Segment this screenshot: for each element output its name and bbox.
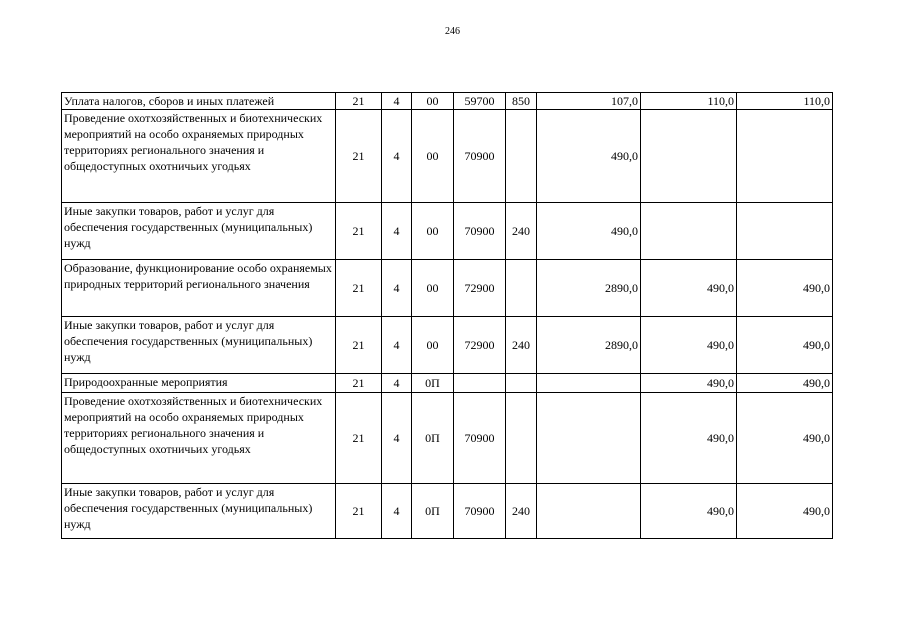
program-code: 00 [412, 203, 454, 260]
target-code: 70900 [454, 484, 506, 539]
target-code: 70900 [454, 110, 506, 203]
subsection-code: 4 [382, 393, 412, 484]
page-number: 246 [445, 26, 460, 37]
target-code: 70900 [454, 393, 506, 484]
subsection-code: 4 [382, 203, 412, 260]
amount-year-2: 490,0 [641, 393, 737, 484]
amount-year-3 [737, 203, 833, 260]
amount-year-1 [537, 393, 641, 484]
amount-year-2: 490,0 [641, 374, 737, 393]
table-row [62, 260, 833, 317]
section-code: 21 [336, 93, 382, 110]
program-code: 00 [412, 110, 454, 203]
program-code: 00 [412, 317, 454, 374]
amount-year-1 [537, 374, 641, 393]
amount-year-3: 490,0 [737, 374, 833, 393]
row-name: Природоохранные мероприятия [62, 374, 336, 393]
subsection-code: 4 [382, 260, 412, 317]
section-code: 21 [336, 110, 382, 203]
expense-type-code [506, 110, 537, 203]
subsection-code: 4 [382, 110, 412, 203]
amount-year-2: 490,0 [641, 260, 737, 317]
section-code: 21 [336, 374, 382, 393]
program-code: 0П [412, 393, 454, 484]
subsection-code: 4 [382, 374, 412, 393]
section-code: 21 [336, 484, 382, 539]
target-code: 70900 [454, 203, 506, 260]
expense-type-code: 240 [506, 317, 537, 374]
section-code: 21 [336, 317, 382, 374]
program-code: 0П [412, 374, 454, 393]
amount-year-3: 490,0 [737, 393, 833, 484]
amount-year-1: 490,0 [537, 110, 641, 203]
amount-year-1: 490,0 [537, 203, 641, 260]
row-name: Проведение охотхозяйственных и биотехнических мероприятий на особо охраняемых природных территориях регионального значения и общедоступных охотничьих угодьях [62, 393, 336, 484]
row-name: Образование, функционирование особо охраняемых природных территорий регионального значения [62, 260, 336, 317]
amount-year-3: 490,0 [737, 260, 833, 317]
row-name: Проведение охотхозяйственных и биотехнических мероприятий на особо охраняемых природных территориях регионального значения и общедоступных охотничьих угодьях [62, 110, 336, 203]
table-row [62, 374, 833, 393]
amount-year-3: 110,0 [737, 93, 833, 110]
table-row [62, 317, 833, 374]
row-name: Иные закупки товаров, работ и услуг для обеспечения государственных (муниципальных) нужд [62, 317, 336, 374]
expense-type-code [506, 393, 537, 484]
target-code [454, 374, 506, 393]
subsection-code: 4 [382, 93, 412, 110]
row-name: Иные закупки товаров, работ и услуг для обеспечения государственных (муниципальных) нужд [62, 203, 336, 260]
row-name: Иные закупки товаров, работ и услуг для обеспечения государственных (муниципальных) нужд [62, 484, 336, 539]
table-row [62, 110, 833, 203]
amount-year-1: 2890,0 [537, 260, 641, 317]
amount-year-3: 490,0 [737, 317, 833, 374]
amount-year-2: 490,0 [641, 484, 737, 539]
section-code: 21 [336, 260, 382, 317]
table-row [62, 484, 833, 539]
program-code: 0П [412, 484, 454, 539]
program-code: 00 [412, 260, 454, 317]
amount-year-2: 490,0 [641, 317, 737, 374]
budget-table [61, 92, 833, 539]
amount-year-2 [641, 110, 737, 203]
row-name: Уплата налогов, сборов и иных платежей [62, 93, 336, 110]
table-row [62, 203, 833, 260]
amount-year-1: 107,0 [537, 93, 641, 110]
budget-table-body [62, 93, 833, 539]
amount-year-2: 110,0 [641, 93, 737, 110]
expense-type-code: 240 [506, 203, 537, 260]
table-row [62, 93, 833, 110]
table-row [62, 393, 833, 484]
subsection-code: 4 [382, 317, 412, 374]
target-code: 59700 [454, 93, 506, 110]
section-code: 21 [336, 393, 382, 484]
expense-type-code [506, 374, 537, 393]
expense-type-code: 850 [506, 93, 537, 110]
expense-type-code: 240 [506, 484, 537, 539]
subsection-code: 4 [382, 484, 412, 539]
amount-year-3 [737, 110, 833, 203]
section-code: 21 [336, 203, 382, 260]
amount-year-1 [537, 484, 641, 539]
amount-year-1: 2890,0 [537, 317, 641, 374]
program-code: 00 [412, 93, 454, 110]
amount-year-3: 490,0 [737, 484, 833, 539]
amount-year-2 [641, 203, 737, 260]
target-code: 72900 [454, 317, 506, 374]
expense-type-code [506, 260, 537, 317]
target-code: 72900 [454, 260, 506, 317]
